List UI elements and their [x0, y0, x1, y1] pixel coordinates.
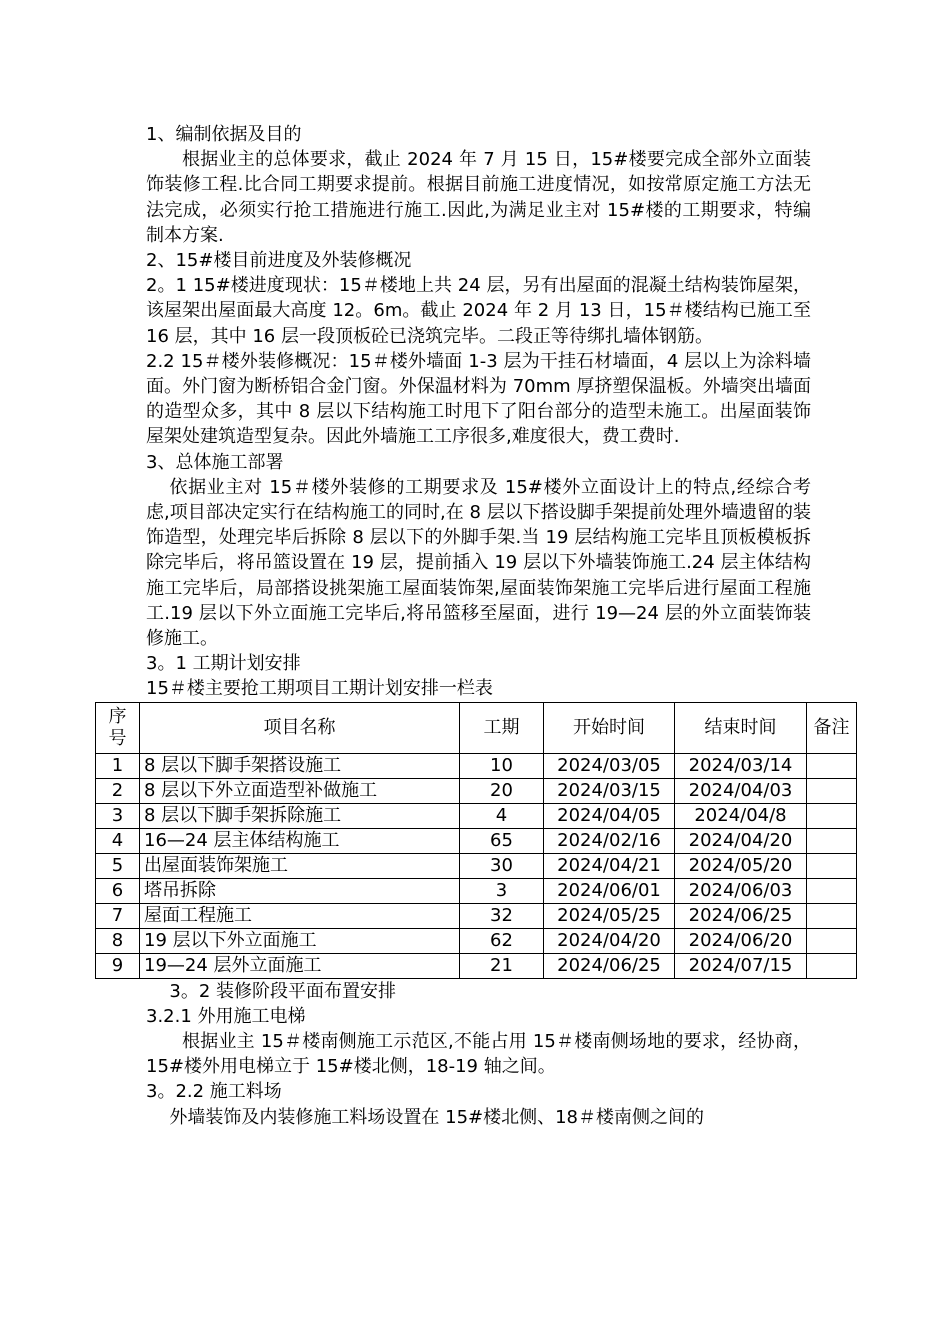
- cell-index: 2: [96, 778, 140, 803]
- cell-remark: [807, 828, 857, 853]
- cell-start: 2024/06/25: [544, 953, 675, 978]
- cell-duration: 32: [460, 903, 544, 928]
- cell-duration: 3: [460, 878, 544, 903]
- cell-end: 2024/05/20: [675, 853, 807, 878]
- cell-end: 2024/04/03: [675, 778, 807, 803]
- header-cell-duration: 工期: [460, 702, 544, 753]
- document-body: [108, 122, 850, 1130]
- cell-index: 6: [96, 878, 140, 903]
- cell-duration: 62: [460, 928, 544, 953]
- cell-start: 2024/03/15: [544, 778, 675, 803]
- table-row: [96, 778, 857, 803]
- table-row: [96, 928, 857, 953]
- cell-start: 2024/05/25: [544, 903, 675, 928]
- cell-end: 2024/06/03: [675, 878, 807, 903]
- cell-start: 2024/06/01: [544, 878, 675, 903]
- cell-index: 9: [96, 953, 140, 978]
- schedule-table: [95, 702, 857, 979]
- cell-remark: [807, 928, 857, 953]
- table-row: [96, 753, 857, 778]
- table-row: [96, 878, 857, 903]
- cell-name: 19—24 层外立面施工: [140, 953, 460, 978]
- cell-name: 出屋面装饰架施工: [140, 853, 460, 878]
- table-header-row: [96, 702, 857, 753]
- cell-index: 1: [96, 753, 140, 778]
- cell-index: 7: [96, 903, 140, 928]
- cell-start: 2024/03/05: [544, 753, 675, 778]
- table-row: [96, 853, 857, 878]
- section-3-2-2-paragraph: 外墙装饰及内装修施工料场设置在 15#楼北侧、18＃楼南侧之间的: [169, 1106, 705, 1128]
- section-3-heading: 3、总体施工部署: [146, 451, 284, 473]
- cell-duration: 20: [460, 778, 544, 803]
- cell-duration: 21: [460, 953, 544, 978]
- section-3-2-1-paragraph: 根据业主 15＃楼南侧施工示范区,不能占用 15＃楼南侧场地的要求，经协商，15#楼外用电梯立于 15#楼北侧，18-19 轴之间。: [146, 1031, 811, 1078]
- cell-start: 2024/04/20: [544, 928, 675, 953]
- cell-name: 19 层以下外立面施工: [140, 928, 460, 953]
- cell-end: 2024/06/20: [675, 928, 807, 953]
- cell-start: 2024/04/21: [544, 853, 675, 878]
- header-cell-end: 结束时间: [675, 702, 807, 753]
- cell-name: 塔吊拆除: [140, 878, 460, 903]
- cell-end: 2024/04/8: [675, 803, 807, 828]
- cell-end: 2024/06/25: [675, 903, 807, 928]
- header-cell-start: 开始时间: [544, 702, 675, 753]
- cell-name: 8 层以下脚手架搭设施工: [140, 753, 460, 778]
- cell-index: 3: [96, 803, 140, 828]
- cell-index: 5: [96, 853, 140, 878]
- section-3-paragraph: 依据业主对 15＃楼外装修的工期要求及 15#楼外立面设计上的特点,经综合考虑,项目部决定实行在结构施工的同时,在 8 层以下搭设脚手架提前处理外墙遗留的装饰造型，处理完毕后拆除 8 层以下的外脚手架.当 19 层结构施工完毕且顶板模板拆除完毕后，将吊篮设置在 19 层，提前插入 19 层以下外墙装饰施工.24 层主体结构施工完毕后，局部搭设挑架施工屋面装饰架,屋面装饰架施工完毕后进行屋面工程施工.19 层以下外立面施工完毕后,将吊篮移至屋面，进行 19—24 层的外立面装饰装修施工。: [146, 476, 811, 650]
- cell-end: 2024/04/20: [675, 828, 807, 853]
- cell-remark: [807, 878, 857, 903]
- table-row: [96, 953, 857, 978]
- cell-duration: 10: [460, 753, 544, 778]
- table-title: 15＃楼主要抢工期项目工期计划安排一栏表: [146, 678, 493, 700]
- header-cell-remark: 备注: [807, 702, 857, 753]
- section-3-1-heading: 3。1 工期计划安排: [146, 653, 301, 675]
- cell-name: 屋面工程施工: [140, 903, 460, 928]
- section-2-heading: 2、15#楼目前进度及外装修概况: [146, 250, 412, 272]
- schedule-table-wrapper: [95, 702, 856, 979]
- cell-duration: 30: [460, 853, 544, 878]
- cell-end: 2024/03/14: [675, 753, 807, 778]
- cell-start: 2024/04/05: [544, 803, 675, 828]
- cell-index: 4: [96, 828, 140, 853]
- cell-index: 8: [96, 928, 140, 953]
- cell-remark: [807, 778, 857, 803]
- cell-name: 8 层以下外立面造型补做施工: [140, 778, 460, 803]
- header-cell-index: 序号: [96, 702, 140, 753]
- cell-duration: 4: [460, 803, 544, 828]
- section-2-2-paragraph: 2.2 15＃楼外装修概况：15＃楼外墙面 1-3 层为干挂石材墙面，4 层以上为涂料墙面。外门窗为断桥铝合金门窗。外保温材料为 70mm 厚挤塑保温板。外墙突出墙面的造型众多，其中 8 层以下结构施工时甩下了阳台部分的造型未施工。出屋面装饰屋架处建筑造型复杂。因此外墙施工工序很多,难度很大，费工费时.: [146, 350, 811, 448]
- section-2-1-paragraph: 2。1 15#楼进度现状：15＃楼地上共 24 层，另有出屋面的混凝土结构装饰屋架，该屋架出屋面最大高度 12。6m。截止 2024 年 2 月 13 日，15＃楼结构已施工至 16 层，其中 16 层一段顶板砼已浇筑完毕。二段正等待绑扎墙体钢筋。: [146, 275, 811, 347]
- section-3-2-2-heading: 3。2.2 施工料场: [146, 1081, 282, 1103]
- table-row: [96, 828, 857, 853]
- cell-remark: [807, 753, 857, 778]
- cell-duration: 65: [460, 828, 544, 853]
- section-3-2-1-heading: 3.2.1 外用施工电梯: [146, 1005, 306, 1027]
- table-row: [96, 803, 857, 828]
- cell-remark: [807, 953, 857, 978]
- section-1-heading: 1、编制依据及目的: [146, 124, 302, 145]
- table-row: [96, 903, 857, 928]
- header-cell-name: 项目名称: [140, 702, 460, 753]
- cell-remark: [807, 903, 857, 928]
- cell-remark: [807, 803, 857, 828]
- cell-remark: [807, 853, 857, 878]
- cell-start: 2024/02/16: [544, 828, 675, 853]
- cell-end: 2024/07/15: [675, 953, 807, 978]
- cell-name: 16—24 层主体结构施工: [140, 828, 460, 853]
- section-3-2-heading: 3。2 装修阶段平面布置安排: [169, 980, 397, 1002]
- section-1-paragraph: 根据业主的总体要求，截止 2024 年 7 月 15 日，15#楼要完成全部外立面装饰装修工程.比合同工期要求提前。根据目前施工进度情况，如按常原定施工方法无法完成，必须实行抢工措施进行施工.因此,为满足业主对 15#楼的工期要求，特编制本方案.: [146, 149, 811, 246]
- cell-name: 8 层以下脚手架拆除施工: [140, 803, 460, 828]
